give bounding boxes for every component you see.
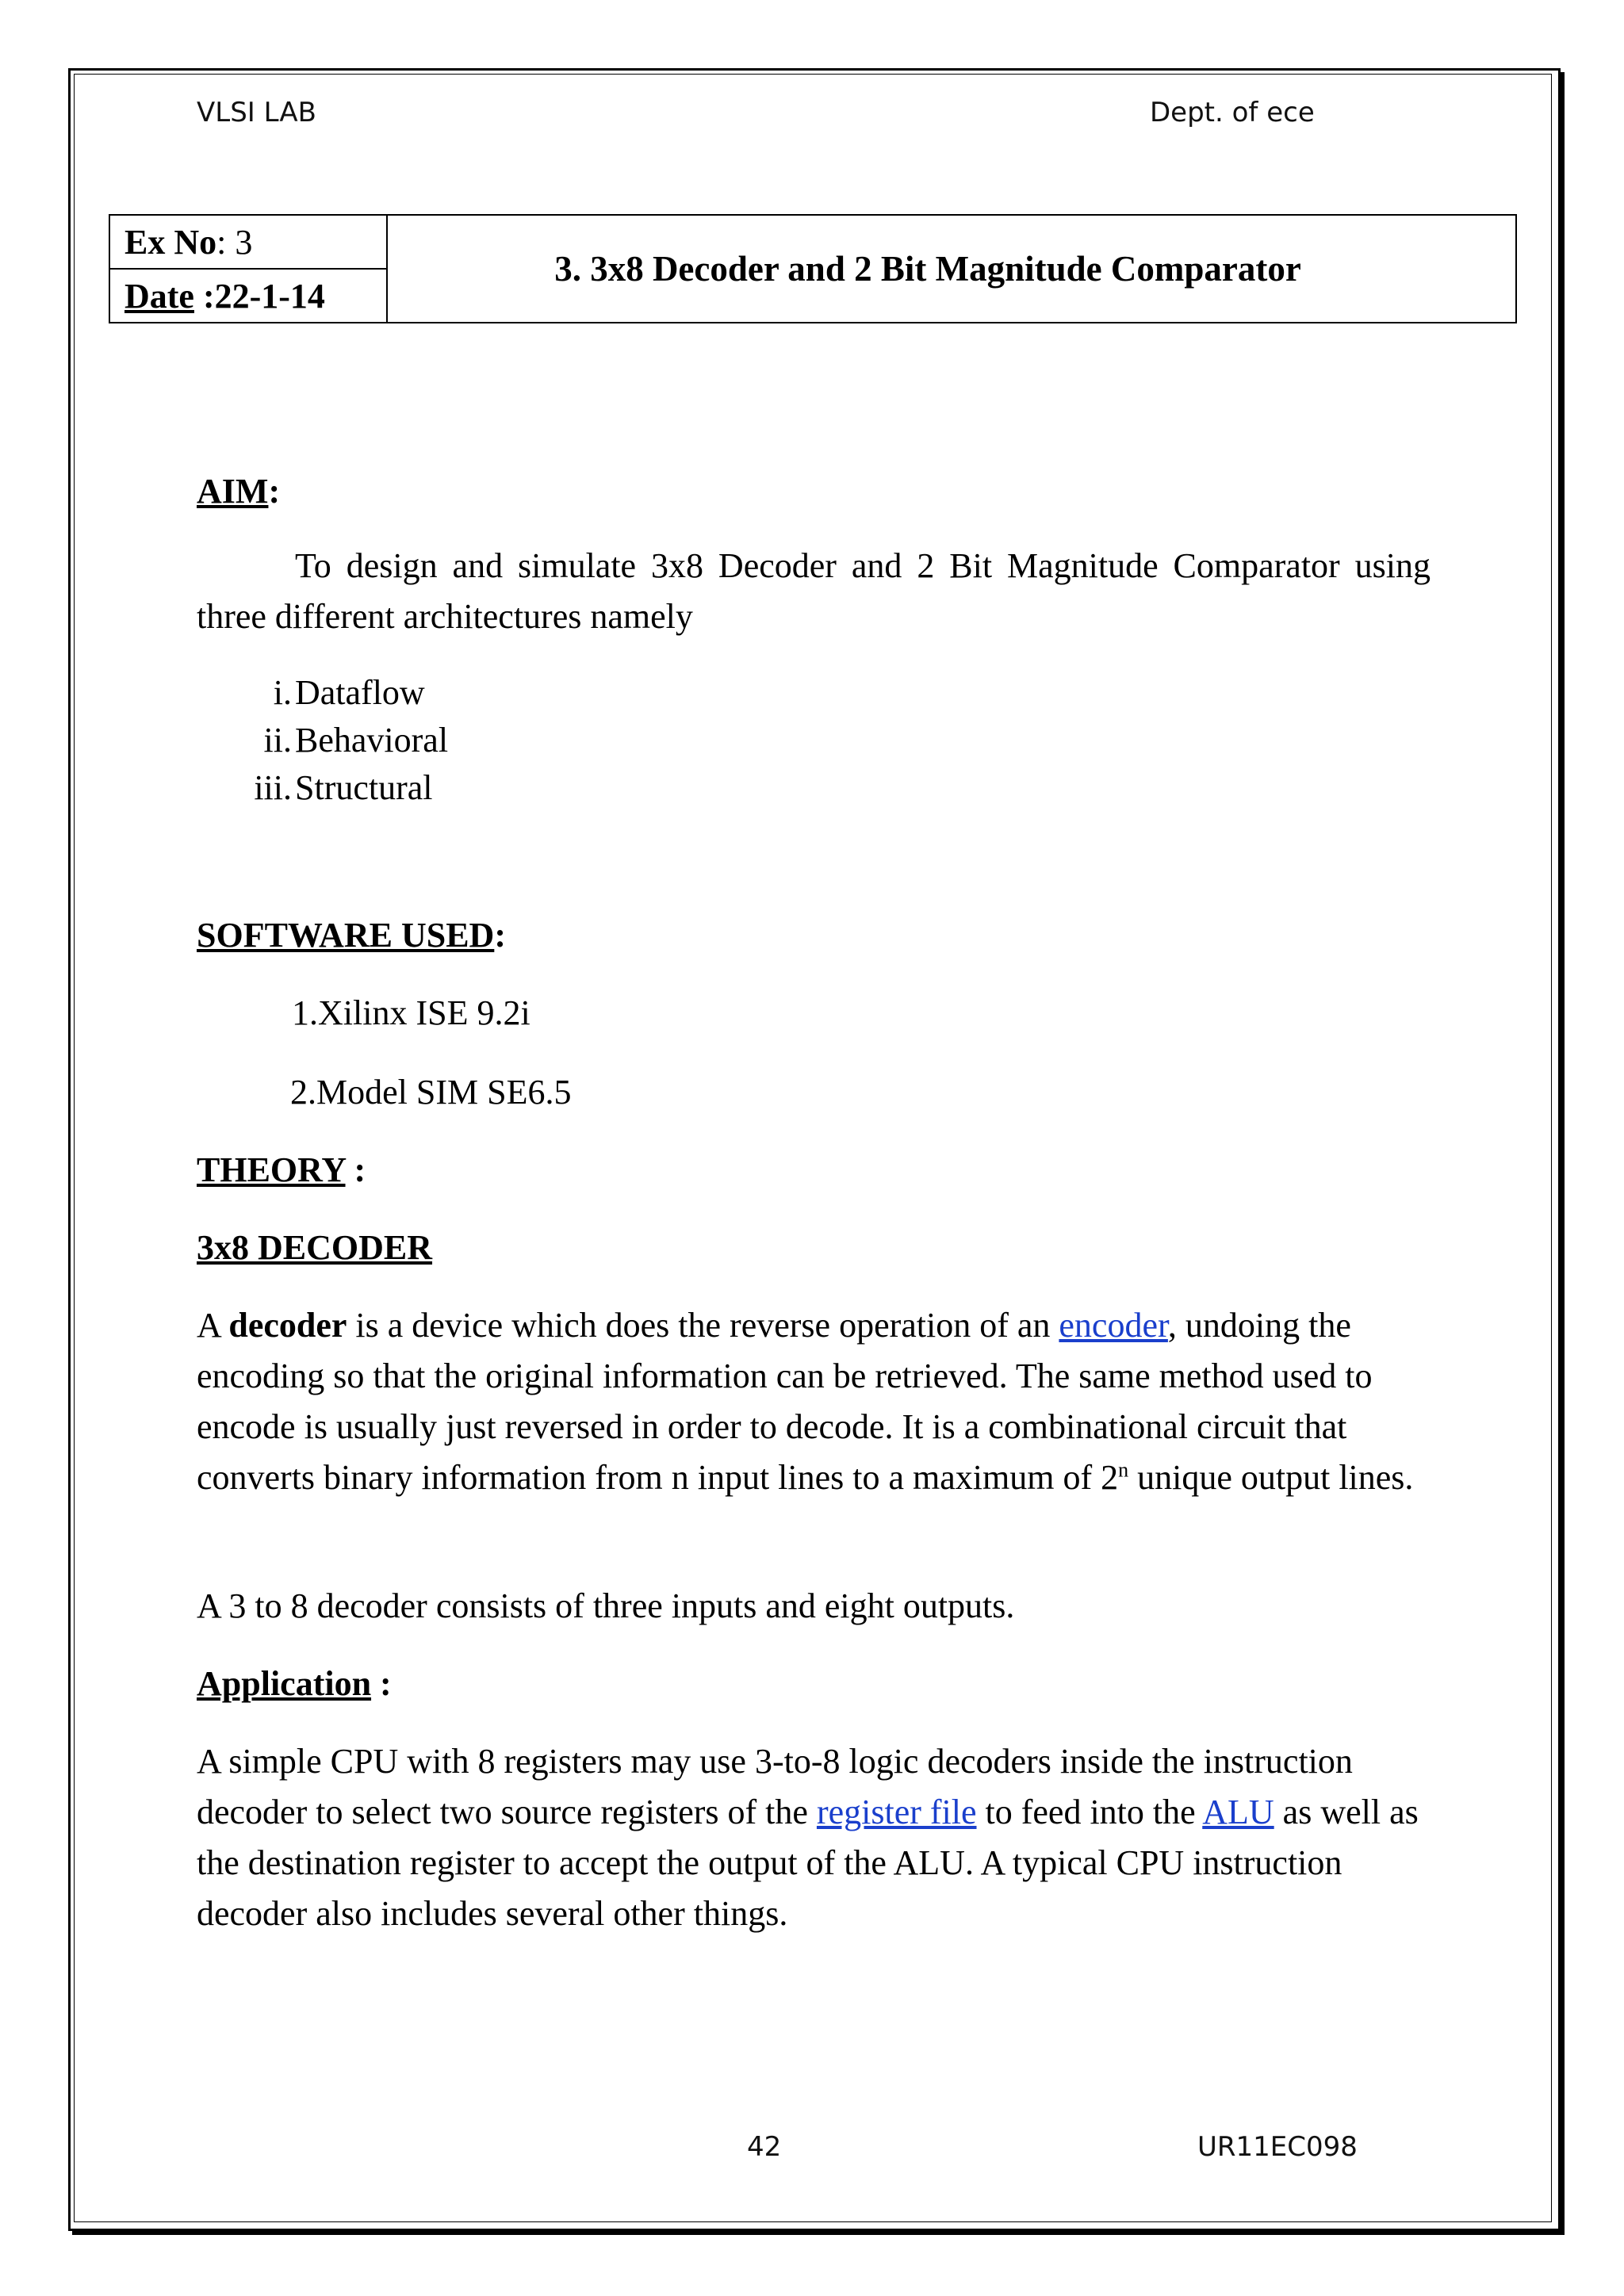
register-file-link[interactable]: register file (816, 1793, 977, 1831)
decoder-text: is a device which does the reverse operation of an (347, 1306, 1059, 1345)
aim-heading-colon: : (268, 472, 281, 511)
student-id: UR11EC098 (1197, 2131, 1358, 2163)
header-department: Dept. of ece (1150, 97, 1315, 128)
application-heading-text: Application (197, 1664, 372, 1703)
decoder-summary: A 3 to 8 decoder consists of three inputs and eight outputs. (197, 1586, 1015, 1625)
list-item-label: Behavioral (295, 721, 449, 760)
application-text: as well as the destination register to accept the output of the ALU. A typical CPU instruction decoder also includes several other things. (197, 1793, 1419, 1933)
software-item-label: 2.Model SIM SE6.5 (290, 1073, 572, 1112)
ex-no-value: : 3 (216, 222, 253, 262)
decoder-heading-text: 3x8 DECODER (197, 1228, 433, 1267)
experiment-info-box (109, 214, 1517, 323)
application-paragraph (197, 1736, 1431, 1939)
application-heading-colon: : (371, 1664, 392, 1703)
decoder-term: decoder (228, 1306, 347, 1345)
list-item (197, 763, 831, 810)
alu-link[interactable]: ALU (1202, 1793, 1274, 1831)
application-heading (197, 1659, 1431, 1709)
superscript-n: n (1118, 1458, 1129, 1482)
ex-no-cell (109, 215, 387, 269)
theory-heading-colon: : (345, 1150, 366, 1189)
software-heading-text: SOFTWARE USED (197, 916, 495, 955)
date-value: :22-1-14 (193, 276, 325, 316)
page-number: 42 (747, 2131, 782, 2163)
aim-heading-text: AIM (197, 472, 269, 511)
list-item-number: ii. (263, 721, 292, 760)
decoder-text: A (197, 1306, 229, 1345)
theory-heading (197, 1145, 1431, 1196)
list-item-number: iii. (254, 768, 292, 807)
software-heading (197, 910, 1431, 961)
list-item-label: Structural (295, 768, 433, 807)
header-lab-name: VLSI LAB (197, 97, 316, 128)
encoder-link[interactable]: encoder (1059, 1306, 1168, 1345)
list-item-label: Dataflow (295, 673, 425, 712)
decoder-text: unique output lines. (1128, 1458, 1414, 1497)
experiment-title: 3. 3x8 Decoder and 2 Bit Magnitude Comparator (387, 215, 1516, 323)
ex-no-label: Ex No (124, 222, 217, 262)
list-item (197, 668, 831, 715)
application-text: to feed into the (976, 1793, 1203, 1831)
date-cell (109, 269, 387, 323)
software-item-label: 1.Xilinx ISE 9.2i (292, 993, 530, 1032)
list-item-number: i. (273, 673, 292, 712)
decoder-heading (197, 1223, 1431, 1273)
decoder-paragraph (197, 1300, 1431, 1503)
aim-paragraph: To design and simulate 3x8 Decoder and 2 Bit Magnitude Comparator using three different architectures namely (197, 546, 1431, 636)
aim-heading (197, 466, 1431, 517)
date-label: Date (124, 276, 194, 316)
application-text: A simple CPU with 8 registers may use 3-to-8 logic decoders inside the instruction decoder to select two source registers of the (197, 1742, 1353, 1831)
software-heading-colon: : (494, 916, 506, 955)
theory-heading-text: THEORY (197, 1150, 346, 1189)
list-item (197, 715, 831, 763)
decoder-text: , undoing the encoding so that the original information can be retrieved. The same method used to encode is usually just reversed in order to decode. It is a combinational circuit that converts binary information from n input lines to a maximum of 2 (197, 1306, 1373, 1497)
